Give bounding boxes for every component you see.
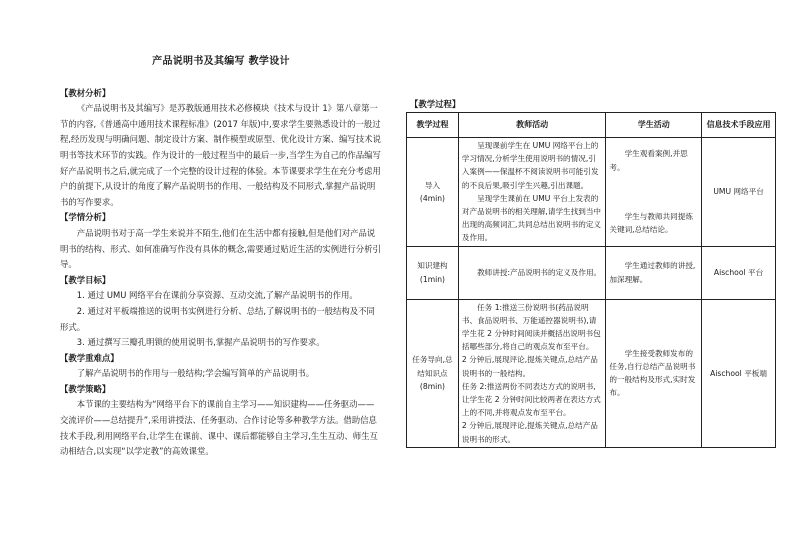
keypoints-text: 了解产品说明书的作用与一般结构;学会编写简单的产品说明书。 <box>76 368 315 379</box>
student-text: 学生接受教师发布的任务,自行总结产品说明书的一般结构及形式,实时发布。 <box>609 348 696 398</box>
strategy-text: 本节课的主要结构为“网络平台下的课前自主学习——知识建构——任务驱动——交流评价——总结提升”,采用讲授法、任务驱动、合作讨论等多种教学方法。借助信息技术手段,利用网络平台,让学生在课前、课中、课后都能够自主学习,生生互动、师生互动相结合,以实现“以学定教”的高效课堂。 <box>60 399 378 457</box>
teacher-text: 呈现学生课前在 UMU 平台上发表的对产品说明书的相关理解,请学生找到当中出现的高频词汇,共同总结出说明书的定义及作用。 <box>461 193 602 243</box>
col-header-student: 学生活动 <box>606 113 702 138</box>
col-header-tool: 信息技术手段应用 <box>702 113 776 138</box>
phase-cell <box>407 138 459 247</box>
table-header-row <box>407 113 776 138</box>
col-header-phase: 教学过程 <box>407 113 459 138</box>
col-header-teacher: 教师活动 <box>458 113 606 138</box>
teacher-cell <box>458 299 606 447</box>
goal-item-1: 1. 通过 UMU 网络平台在课前分享资源、互动交流,了解产品说明书的作用。 <box>76 290 358 301</box>
phase-name: 知识建构 <box>417 261 448 271</box>
phase-name: 任务导向,总结知识点 <box>412 355 453 378</box>
student-text: 学生与教师共同提炼关键词,总结结论。 <box>609 211 693 235</box>
student-text: 学生观看案例,并思考。 <box>609 149 688 172</box>
phase-time: (1min) <box>419 274 445 284</box>
analysis-text: 《产品说明书及其编写》是苏教版通用技术必修模块《技术与设计 1》第八章第一节的内容,《普通高中通用技术课程标准》(2017 年版)中,要求学生要熟悉设计的一般过程,经历发现与明确问题、制定设计方案、制作模型或原型、优化设计方案、编写技术说明书等技术环节的实践。作为设计的一般过程当中的最后一步,当学生为自己的作品编写好产品说明书之后,就完成了一个完整的设计过程的体验。本节课要求学生在充分考虑用户的前提下,从设计的角度了解产品说明书的作用、一般结构及不同形式,掌握产品说明书的写作要求。 <box>60 103 381 207</box>
phase-time: (4min) <box>419 193 445 203</box>
keypoints-heading: 【教学重难点】 <box>60 352 119 363</box>
goal-item-2: 2. 通过对平板端推送的说明书实例进行分析、总结,了解说明书的一般结构及不同形式。 <box>60 305 375 332</box>
analysis-heading: 【教材分析】 <box>60 87 111 98</box>
goal-item-3: 3. 通过撰写三瓣孔明锁的使用说明书,掌握产品说明书的写作要求。 <box>76 337 325 348</box>
teacher-text: 2 分钟后,展现评论,提炼关键点,总结产品说明书的一般结构。 <box>461 355 598 378</box>
learner-heading: 【学情分析】 <box>60 212 111 223</box>
student-cell <box>606 299 702 447</box>
teacher-cell <box>458 138 606 247</box>
student-text: 学生通过教师的讲授,加深理解。 <box>609 261 696 284</box>
right-column <box>406 98 780 448</box>
table-row <box>407 138 776 247</box>
teacher-text: 呈现课前学生在 UMU 网络平台上的学习情况,分析学生使用说明书的情况,引入案例——保温杯不阅读说明书可能引发的不良后果,吸引学生兴趣,引出课题。 <box>461 141 599 190</box>
teacher-text: 任务 1:推送三份说明书(药品说明书、食品说明书、万能遥控器说明书),请学生花 2 分钟时间阅读并概括出说明书包括哪些部分,将自己的观点发布至平台。 <box>461 302 601 352</box>
table-row <box>407 299 776 447</box>
phase-cell <box>407 246 459 299</box>
phase-cell <box>407 299 459 447</box>
student-cell <box>606 138 702 247</box>
strategy-heading: 【教学策略】 <box>60 383 111 394</box>
learner-text: 产品说明书对于高一学生来说并不陌生,他们在生活中都有接触,但是他们对产品说明书的结构、形式、如何准确写作没有具体的概念,需要通过贴近生活的实例进行分析引导。 <box>60 227 381 270</box>
teacher-text: 任务 2:推送两份不同表达方式的说明书,让学生花 2 分钟时间比较两者在表达方式上的不同,并将观点发布至平台。 <box>461 381 601 418</box>
goals-heading: 【教学目标】 <box>60 274 111 285</box>
table-row <box>407 246 776 299</box>
left-column <box>60 54 382 460</box>
process-heading: 【教学过程】 <box>410 99 461 109</box>
teacher-text: 教师讲授:产品说明书的定义及作用。 <box>477 268 602 278</box>
student-cell <box>606 246 702 299</box>
tool-cell: Aischool 平板端 <box>702 299 776 447</box>
process-table <box>406 112 776 448</box>
tool-cell: UMU 网络平台 <box>702 138 776 247</box>
teacher-cell <box>458 246 606 299</box>
phase-time: (8min) <box>419 381 445 391</box>
phase-name: 导入 <box>424 180 441 190</box>
tool-cell: Aischool 平台 <box>702 246 776 299</box>
document-title: 产品说明书及其编写 教学设计 <box>152 56 290 67</box>
teacher-text: 2 分钟后,展现评论,提炼关键点,总结产品说明书的形式。 <box>461 421 598 444</box>
